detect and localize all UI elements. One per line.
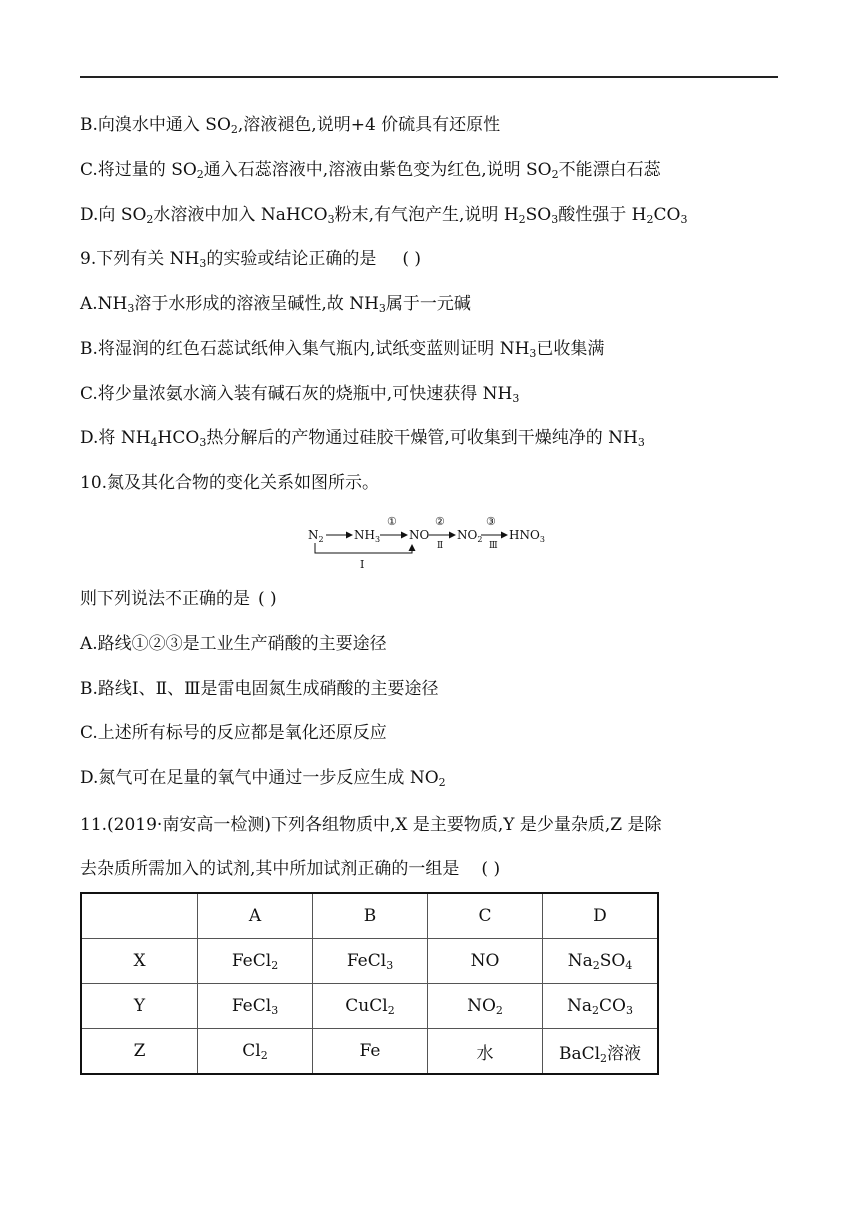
answer-blank: ( ) [402, 249, 421, 269]
q9-option-a: $A.NH_3$溶于水形成的溶液呈碱性,故 $NH_3$属于一元碱 [80, 294, 471, 315]
table-cell: FeCl$_3$ [198, 984, 313, 1029]
table-cell: CuCl$_2$ [313, 984, 428, 1029]
table-row [81, 939, 658, 984]
no-label: NO [409, 528, 430, 542]
q11-stem-line1: 11.(2019·南安高一检测)下列各组物质中,X 是主要物质,Y 是少量杂质,Z 是除 [80, 815, 662, 835]
table-header-cell: A [198, 893, 313, 939]
q10-option-b: B.路线Ⅰ、Ⅱ、Ⅲ是雷电固氮生成硝酸的主要途径 [80, 679, 439, 699]
table-cell: NO [428, 939, 543, 984]
q10-option-a: A.路线①②③是工业生产硝酸的主要途径 [80, 634, 387, 654]
q9-stem: 9.下列有关 $NH_3$的实验或结论正确的是 ( ) [80, 249, 421, 270]
table-header-cell: D [543, 893, 659, 939]
nitrogen-conversion-diagram [300, 513, 560, 573]
table-row [81, 1029, 658, 1075]
route-mark-1: ① [387, 515, 397, 528]
table-cell: FeCl$_2$ [198, 939, 313, 984]
q9-option-d: D.将 $NH_4HCO_3$热分解后的产物通过硅胶干燥管,可收集到干燥纯净的 $NH_3$ [80, 428, 645, 449]
row-label: X [81, 939, 198, 984]
answer-blank: ( ) [258, 589, 277, 609]
table-cell: $NO_2$ [428, 984, 543, 1029]
route-mark-2: ② [435, 515, 445, 528]
header-rule [80, 76, 778, 78]
answer-blank: ( ) [481, 859, 501, 879]
table-cell: Fe [313, 1029, 428, 1075]
arrow-n2-no-route-1 [315, 543, 412, 553]
hno3-label: $HNO_3$ [509, 528, 545, 544]
reagent-table [80, 892, 659, 1075]
q8-option-b: B.向溴水中通入 $SO_2$,溶液褪色,说明+4 价硫具有还原性 [80, 115, 501, 136]
table-cell: FeCl$_3$ [313, 939, 428, 984]
route-roman-3: Ⅲ [489, 541, 498, 551]
q10-stem: 10.氮及其化合物的变化关系如图所示。 [80, 473, 380, 493]
q9-option-b: B.将湿润的红色石蕊试纸伸入集气瓶内,试纸变蓝则证明 $NH_3$已收集满 [80, 339, 605, 360]
no2-label: $NO_2$ [457, 528, 483, 544]
q8-option-d: D.向 $SO_2$水溶液中加入 NaHCO$_3$粉末,有气泡产生,说明 $H_2SO_3$酸性强于 $H_2CO_3$ [80, 205, 688, 226]
table-row [81, 984, 658, 1029]
q11-stem-line2: 去杂质所需加入的试剂,其中所加试剂正确的一组是 ( ) [80, 859, 501, 879]
table-header-cell: B [313, 893, 428, 939]
table-cell: 水 [428, 1029, 543, 1075]
table-header-cell: C [428, 893, 543, 939]
table-header-row [81, 893, 658, 939]
row-label: Y [81, 984, 198, 1029]
n2-label: $N_2$ [308, 528, 324, 544]
q10-question: 则下列说法不正确的是 ( ) [80, 589, 277, 609]
table-cell: BaCl$_2$溶液 [543, 1029, 659, 1075]
route-roman-1: I [360, 558, 365, 571]
q8-option-c: C.将过量的 $SO_2$通入石蕊溶液中,溶液由紫色变为红色,说明 $SO_2$不能漂白石蕊 [80, 160, 661, 181]
q10-option-d: D.氮气可在足量的氧气中通过一步反应生成 $NO_2$ [80, 768, 446, 789]
table-cell: $Na_2SO_4$ [543, 939, 659, 984]
q10-option-c: C.上述所有标号的反应都是氧化还原反应 [80, 723, 387, 743]
route-mark-3: ③ [486, 515, 496, 528]
nh3-label: $NH_3$ [354, 528, 381, 544]
table-header-cell [81, 893, 198, 939]
table-cell: $Na_2CO_3$ [543, 984, 659, 1029]
route-roman-2: Ⅱ [437, 541, 444, 551]
row-label: Z [81, 1029, 198, 1075]
table-cell: $Cl_2$ [198, 1029, 313, 1075]
q9-option-c: C.将少量浓氨水滴入装有碱石灰的烧瓶中,可快速获得 $NH_3$ [80, 384, 520, 405]
